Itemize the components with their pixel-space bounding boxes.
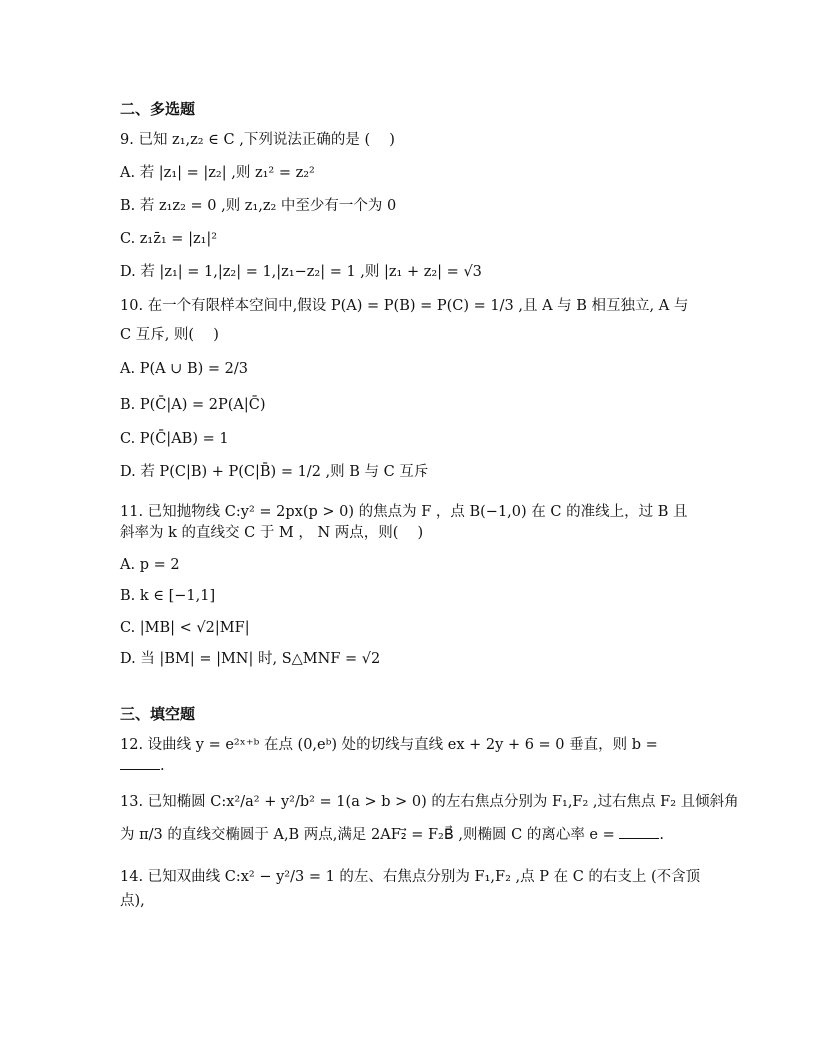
section-title-fill-in-the-blank: 三、填空题 (120, 705, 196, 723)
question-13-period: . (659, 827, 664, 843)
question-13-stem-line2 (120, 826, 664, 844)
question-9-option-a: A. 若 |z₁| = |z₂| ,则 z₁² = z₂² (120, 165, 315, 181)
question-12-period: . (160, 758, 165, 774)
question-13-stem-line1: 13. 已知椭圆 C:x²/a² + y²/b² = 1(a > b > 0) 的左右焦点分别为 F₁,F₂ ,过右焦点 F₂ 且倾斜角 (120, 794, 739, 810)
question-11-option-a: A. p = 2 (120, 557, 180, 573)
question-14-stem-line1: 14. 已知双曲线 C:x² − y²/3 = 1 的左、右焦点分别为 F₁,F₂ ,点 P 在 C 的右支上 (不含顶 (120, 869, 701, 885)
question-9-option-b: B. 若 z₁z₂ = 0 ,则 z₁,z₂ 中至少有一个为 0 (120, 198, 397, 214)
question-10-option-a: A. P(A ∪ B) = 2/3 (120, 361, 248, 377)
question-11-option-b: B. k ∈ [−1,1] (120, 588, 216, 604)
question-10-option-b: B. P(C̄|A) = 2P(A|C̄) (120, 397, 266, 413)
question-11-option-c: C. |MB| < √2|MF| (120, 620, 250, 636)
question-11-option-d: D. 当 |BM| = |MN| 时, S△MNF = √2 (120, 651, 381, 667)
section-title-multiple-choice: 二、多选题 (120, 100, 196, 118)
question-12-stem-line1: 12. 设曲线 y = e²ˣ⁺ᵇ 在点 (0,eᵇ) 处的切线与直线 ex + 2y + 6 = 0 垂直，则 b = (120, 737, 658, 753)
answer-blank[interactable] (619, 826, 659, 839)
question-10-stem-line2: C 互斥, 则( ) (120, 327, 219, 343)
question-9-option-c: C. z₁z̄₁ = |z₁|² (120, 231, 218, 247)
question-12-stem-line2 (120, 757, 165, 775)
question-9-option-d: D. 若 |z₁| = 1,|z₂| = 1,|z₁−z₂| = 1 ,则 |z₁ + z₂| = √3 (120, 264, 482, 280)
question-11-stem-line2: 斜率为 k 的直线交 C 于 M ， N 两点，则( ) (120, 525, 424, 541)
question-10-option-d: D. 若 P(C|B) + P(C|B̄) = 1/2 ,则 B 与 C 互斥 (120, 464, 429, 480)
question-9-stem: 9. 已知 z₁,z₂ ∈ C ,下列说法正确的是 ( ) (120, 132, 395, 148)
question-10-stem-line1: 10. 在一个有限样本空间中,假设 P(A) = P(B) = P(C) = 1/3 ,且 A 与 B 相互独立, A 与 (120, 298, 689, 314)
question-13-stem-line2-text: 为 π/3 的直线交椭圆于 A,B 两点,满足 2AF₂⃗ = F₂B⃗ ,则椭圆 C 的离心率 e = (120, 827, 615, 843)
question-14-stem-line2: 点), (120, 893, 145, 909)
question-11-stem-line1: 11. 已知抛物线 C:y² = 2px(p > 0) 的焦点为 F ，点 B(−1,0) 在 C 的准线上，过 B 且 (120, 504, 688, 520)
answer-blank[interactable] (120, 757, 160, 770)
question-10-option-c: C. P(C̄|AB) = 1 (120, 431, 229, 447)
